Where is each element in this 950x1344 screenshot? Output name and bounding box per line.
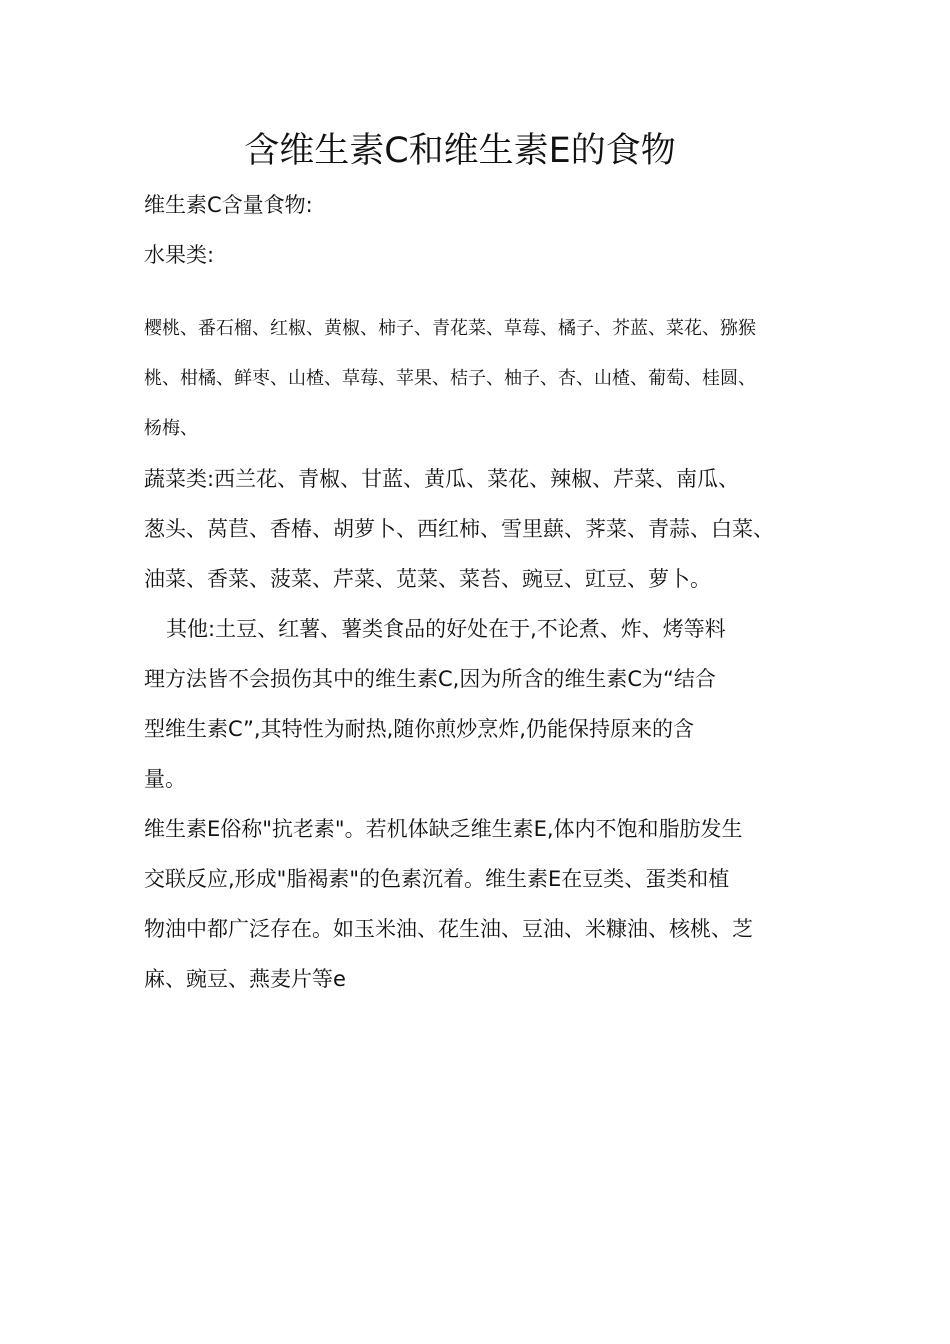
spacer xyxy=(144,280,809,304)
vitamin-e-line-4: 麻、豌豆、燕麦片等e xyxy=(144,967,346,991)
vegetable-line-2: 葱头、莴苣、香椿、胡萝卜、西红柿、雪里蕻、荠菜、青蒜、白菜、 xyxy=(144,517,774,541)
vitamin-e-line-1: 维生素E俗称"抗老素"。若机体缺乏维生素E,体内不饱和脂肪发生 xyxy=(144,817,743,841)
document-body xyxy=(144,180,809,1004)
other-line-2: 理方法皆不会损伤其中的维生素C,因为所含的维生素C为“结合 xyxy=(144,667,716,691)
other-line-1: 其他:土豆、红薯、薯类食品的好处在于,不论煮、炸、烤等料 xyxy=(166,617,726,641)
fruit-line-1: 樱桃、番石榴、红椒、黄椒、柿子、青花菜、草莓、橘子、芥蓝、菜花、猕猴 xyxy=(144,318,756,339)
vitamin-e-line-3: 物油中都广泛存在。如玉米油、花生油、豆油、米糠油、核桃、芝 xyxy=(144,917,753,941)
vegetable-line-3: 油菜、香菜、菠菜、芹菜、苋菜、菜苔、豌豆、豇豆、萝卜。 xyxy=(144,567,711,591)
vegetable-line-1: 蔬菜类:西兰花、青椒、甘蓝、黄瓜、菜花、辣椒、芹菜、南瓜、 xyxy=(144,467,740,491)
fruit-heading: 水果类: xyxy=(144,243,215,267)
vitamin-e-line-2: 交联反应,形成"脂褐素"的色素沉着。维生素E在豆类、蛋类和植 xyxy=(144,867,730,891)
other-line-4: 量。 xyxy=(144,767,186,791)
fruit-line-2: 桃、柑橘、鲜枣、山楂、草莓、苹果、桔子、柚子、杏、山楂、葡萄、桂圆、 xyxy=(144,368,756,389)
document-title: 含维生素C和维生素E的食物 xyxy=(244,131,676,171)
other-line-3: 型维生素C”,其特性为耐热,随你煎炒烹炸,仍能保持原来的含 xyxy=(144,717,694,741)
vitamin-c-heading: 维生素C含量食物: xyxy=(144,193,313,217)
fruit-line-3: 杨梅、 xyxy=(144,418,198,439)
